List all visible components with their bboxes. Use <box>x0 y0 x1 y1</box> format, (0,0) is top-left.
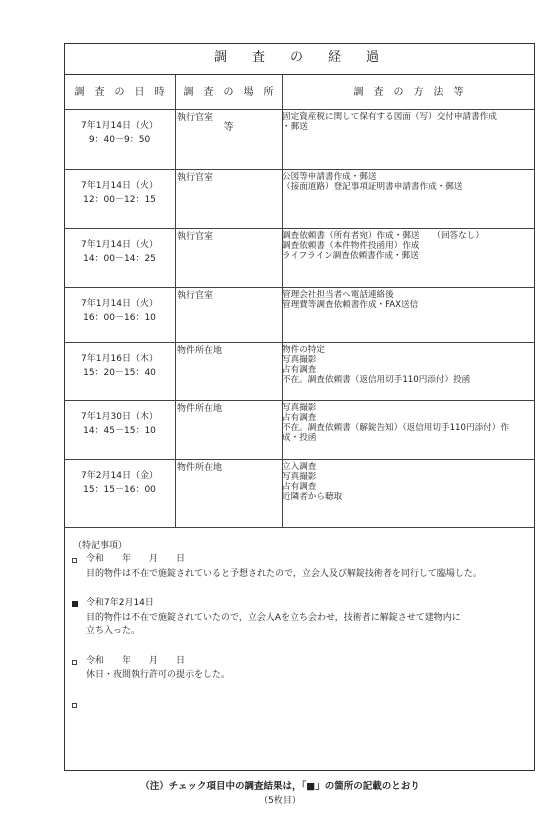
table-row <box>64 229 535 288</box>
survey-place: 物件所在地 <box>177 346 223 356</box>
survey-date: 7年1月14日（火） <box>81 240 158 250</box>
survey-time: 15：15－16：00 <box>83 485 156 495</box>
special-notes <box>64 528 535 771</box>
survey-place: 執行官室 <box>177 113 214 123</box>
survey-date: 7年1月16日（木） <box>81 354 158 364</box>
special-heading: （特記事項） <box>73 541 128 551</box>
table-row <box>64 170 535 229</box>
special-date: 令和 年 月 日 <box>86 656 186 666</box>
survey-time: 14：45－15：10 <box>83 426 156 436</box>
survey-time: 12：00－12：15 <box>83 195 156 205</box>
special-text: 休日・夜間執行許可の提示をした。 <box>86 670 231 680</box>
table-row <box>64 343 535 401</box>
survey-method: 写真撮影 占有調査 不在。調査依頼書（解錠告知）（返信用切手110円添付）作 成・投函 <box>282 403 509 443</box>
table-row <box>64 401 535 460</box>
survey-method: 公図等申請書作成・郵送 （接面道路）登記事項証明書申請書作成・郵送 <box>282 172 463 192</box>
survey-place: 執行官室 <box>177 291 214 301</box>
header-method: 調 査 の 方 法 等 <box>282 75 535 110</box>
survey-method: 調査依頼書（所有者宛）作成・郵送 （回答なし） 調査依頼書（本件物件投函用）作成 ライフライン調査依頼書作成・郵送 <box>282 231 484 261</box>
survey-time: 15：20－15：40 <box>83 368 156 378</box>
table-row <box>64 288 535 343</box>
survey-date: 7年1月14日（火） <box>81 299 158 309</box>
page-title: 調 査 の 経 過 <box>64 43 535 75</box>
checkbox-empty <box>72 660 77 665</box>
page-number: （5枚目） <box>259 796 301 806</box>
survey-method: 管理会社担当者へ電話連絡後 管理費等調査依頼書作成・FAX送信 <box>282 290 419 310</box>
special-text: 目的物件は不在で施錠されていると予想されたので，立会人及び解錠技術者を同行して臨場した。 <box>86 569 482 579</box>
special-date: 令和 年 月 日 <box>86 554 186 564</box>
footer-note: （注）チェック項目中の調査結果は，「■」の箇所の記載のとおり <box>140 781 420 792</box>
survey-date: 7年1月14日（火） <box>81 181 158 191</box>
survey-time: 9：40－9：50 <box>88 135 151 145</box>
survey-method: 立入調査 写真撮影 占有調査 近隣者から聴取 <box>282 462 343 502</box>
survey-date: 7年1月30日（木） <box>81 412 158 422</box>
special-date: 令和7年2月14日 <box>86 598 154 608</box>
table-row <box>64 460 535 528</box>
table-row <box>64 110 535 170</box>
survey-time: 16：00－16：10 <box>83 313 156 323</box>
survey-method: 固定資産税に関して保有する図面（写）交付申請書作成 ・郵送 <box>282 112 497 132</box>
survey-date: 7年1月14日（火） <box>81 121 158 131</box>
survey-place: 執行官室 <box>177 232 214 242</box>
survey-date: 7年2月14日（金） <box>81 471 158 481</box>
header-place: 調 査 の 場 所 等 <box>175 75 282 110</box>
survey-time: 14：00－14：25 <box>83 254 156 264</box>
checkbox-empty <box>72 558 77 563</box>
header-date: 調 査 の 日 時 <box>64 75 175 110</box>
survey-place: 物件所在地 <box>177 404 223 414</box>
survey-place: 物件所在地 <box>177 463 223 473</box>
checkbox-empty <box>72 703 77 708</box>
special-text: 目的物件は不在で施錠されていたので，立会人Aを立ち会わせ，技術者に解錠させて建物内に 立ち入った。 <box>86 613 461 636</box>
survey-place: 執行官室 <box>177 173 214 183</box>
survey-method: 物件の特定 写真撮影 占有調査 不在。調査依頼書（返信用切手110円添付）投函 <box>282 345 471 385</box>
checkbox-filled <box>72 601 78 607</box>
